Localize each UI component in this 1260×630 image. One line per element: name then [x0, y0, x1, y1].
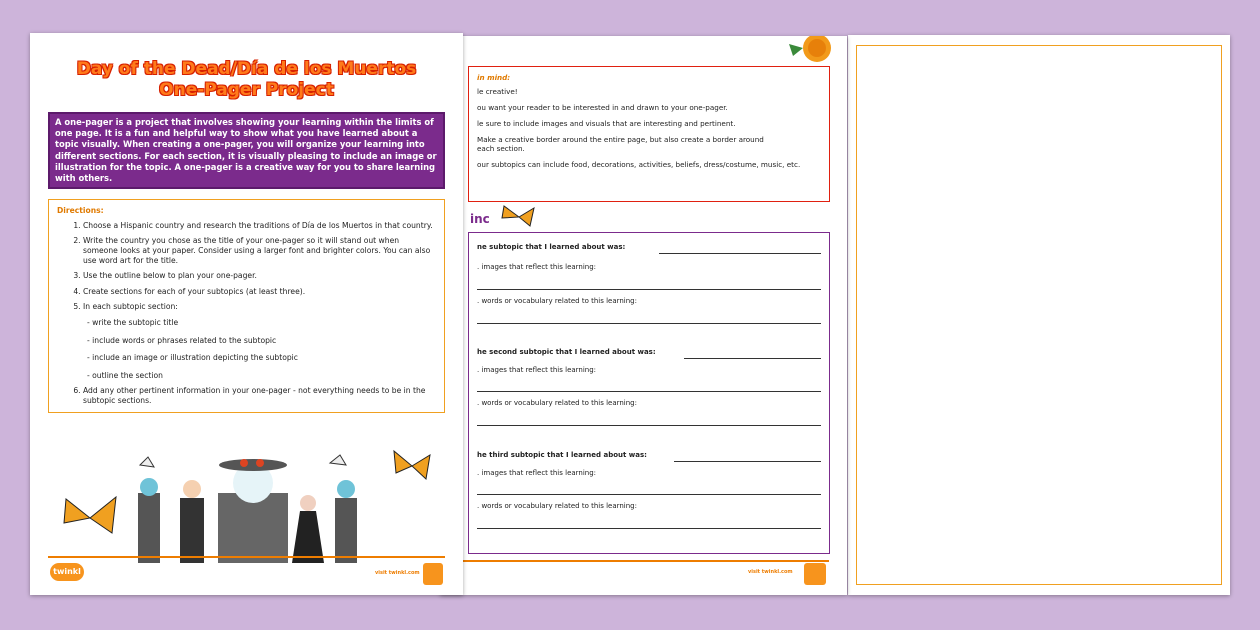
intro-box: A one-pager is a project that involves showing your learning within the limits of one page. It is a fun and helpful way to show what you have learned about a topic visually. When creating a one-pager, you will organize your learning into different sections. For each section, it is visually pleasing to include an image or illustration for the topic. A one-pager is a creative way for you to share learning with others.: [48, 112, 445, 189]
twinkl-badge-icon: [804, 563, 826, 585]
answer-line[interactable]: [477, 425, 821, 426]
answer-line[interactable]: [674, 461, 821, 462]
answer-line[interactable]: [659, 253, 821, 254]
words-prompt: . words or vocabulary related to this learning:: [477, 502, 637, 510]
substep: - include an image or illustration depicting the subtopic: [87, 353, 436, 363]
keep-item: le sure to include images and visuals that are interesting and pertinent.: [477, 119, 736, 128]
directions-box: [48, 199, 445, 412]
words-prompt: . words or vocabulary related to this learning:: [477, 399, 637, 407]
subtopic-1-title: ne subtopic that I learned about was:: [477, 243, 626, 251]
subtopic-2-title: he second subtopic that I learned about was:: [477, 348, 656, 356]
keep-item: ou want your reader to be interested in and drawn to your one-pager.: [477, 103, 728, 112]
day-of-dead-characters-illustration: [130, 453, 390, 563]
answer-line[interactable]: [684, 358, 821, 359]
keep-item: our subtopics can include food, decorations, activities, beliefs, dress/costume, music, etc.: [477, 160, 801, 169]
step: [83, 302, 436, 380]
keep-in-mind-box: [468, 66, 830, 202]
title-line-1: Day of the Dead/Día de los Muertos: [76, 59, 417, 79]
answer-line[interactable]: [477, 528, 821, 529]
butterfly-icon: [390, 449, 434, 483]
twinkl-badge-icon: [423, 563, 443, 585]
images-prompt: . images that reflect this learning:: [477, 366, 597, 374]
answer-line[interactable]: [477, 391, 821, 392]
page-3-blank: [848, 35, 1230, 595]
answer-line[interactable]: [477, 323, 821, 324]
directions-heading: Directions:: [57, 206, 104, 216]
footer-rule: [440, 560, 829, 562]
step: 2. Write the country you chose as the title of your one-pager so it will stand out when someone looks at your paper. Consider using a larger font and brighter colors. You can also use word art for the title.: [83, 236, 436, 265]
visit-link[interactable]: visit twinkl.com: [375, 570, 420, 576]
title-line-2: One-Pager Project: [159, 80, 334, 100]
step-text: In each subtopic section:: [83, 302, 178, 312]
page-1-instructions: [30, 33, 463, 595]
butterfly-icon: [60, 493, 120, 543]
images-prompt: . images that reflect this learning:: [477, 263, 597, 271]
words-prompt: . words or vocabulary related to this learning:: [477, 297, 637, 305]
twinkl-logo: twinkl: [50, 563, 84, 581]
marigold-icon: [775, 36, 845, 66]
page-border: [856, 45, 1222, 585]
page-title: [30, 59, 463, 101]
answer-line[interactable]: [477, 494, 821, 495]
footer-rule: [48, 556, 445, 558]
subtopics-box: [468, 232, 830, 554]
subtopic-3-title: he third subtopic that I learned about was:: [477, 451, 647, 459]
keep-item: le creative!: [477, 87, 518, 96]
visit-link[interactable]: visit twinkl.com: [748, 569, 793, 575]
butterfly-icon: [500, 204, 538, 230]
step: 3. Use the outline below to plan your one-pager.: [83, 271, 436, 281]
page-2-planner: [440, 36, 847, 595]
substep: - write the subtopic title: [87, 318, 436, 328]
keep-item: Make a creative border around the entire page, but also create a border around each section.: [477, 135, 764, 153]
step: 1. Choose a Hispanic country and research the traditions of Día de los Muertos in that country.: [83, 221, 436, 231]
images-prompt: . images that reflect this learning:: [477, 469, 597, 477]
keep-heading: in mind:: [477, 73, 511, 82]
step: 6. Add any other pertinent information in your one-pager - not everything needs to be in the subtopic sections.: [83, 386, 436, 405]
section-heading: inc: [470, 212, 490, 226]
step: 4. Create sections for each of your subtopics (at least three).: [83, 287, 436, 297]
substep: - outline the section: [87, 371, 436, 381]
answer-line[interactable]: [477, 289, 821, 290]
substep: - include words or phrases related to the subtopic: [87, 336, 436, 346]
